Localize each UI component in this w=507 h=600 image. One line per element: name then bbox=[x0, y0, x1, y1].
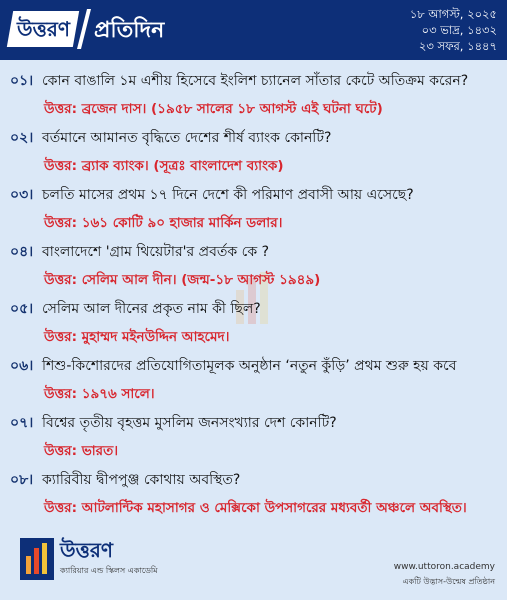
question-number: ০২। bbox=[10, 130, 34, 146]
question-6 bbox=[10, 353, 456, 379]
answer-7: উত্তর: ভারত। bbox=[44, 443, 119, 459]
question-text: ক্যারিবীয় দ্বীপপুঞ্জ কোথায় অবস্থিত? bbox=[42, 472, 241, 488]
question-8 bbox=[10, 467, 240, 493]
question-text: বিশ্বের তৃতীয় বৃহত্তম মুসলিম জনসংখ্যার দেশ কোনটি? bbox=[42, 415, 337, 431]
date-block bbox=[410, 6, 497, 54]
answer-8: উত্তর: আটলান্টিক মহাসাগর ও মেক্সিকো উপসাগরের মধ্যবর্তী অঞ্চলে অবস্থিত। bbox=[44, 500, 467, 516]
page-title: প্রতিদিন bbox=[94, 18, 165, 43]
brand-name: উত্তরণ bbox=[60, 538, 113, 562]
brand-tagline: ক্যারিয়ার এন্ড স্কিলস একাডেমি bbox=[60, 566, 158, 575]
answer-3: উত্তর: ১৬১ কোটি ৯০ হাজার মার্কিন ডলার। bbox=[44, 215, 283, 231]
question-3 bbox=[10, 182, 414, 208]
question-4 bbox=[10, 239, 269, 265]
title-divider bbox=[77, 9, 91, 49]
question-text: বাংলাদেশে 'গ্রাম থিয়েটার'র প্রবর্তক কে ? bbox=[42, 244, 270, 260]
question-7 bbox=[10, 410, 337, 436]
question-number: ০৫। bbox=[10, 301, 34, 317]
qa-item-3 bbox=[0, 182, 507, 239]
question-text: চলতি মাসের প্রথম ১৭ দিনে দেশে কী পরিমাণ প্রবাসী আয় এসেছে? bbox=[42, 187, 414, 203]
qa-item-6 bbox=[0, 353, 507, 410]
brand-logo-icon bbox=[20, 538, 54, 580]
date-gregorian: ১৮ আগস্ট, ২০২৫ bbox=[409, 7, 497, 21]
qa-list bbox=[0, 68, 507, 524]
answer-2: উত্তর: ব্র্যাক ব্যাংক। (সূত্রঃ বাংলাদেশ ব্যাংক) bbox=[44, 158, 284, 174]
header-banner bbox=[0, 0, 507, 60]
qa-item-5 bbox=[0, 296, 507, 353]
question-text: কোন বাঙালি ১ম এশীয় হিসেবে ইংলিশ চ্যানেল সাঁতার কেটে অতিক্রম করেন? bbox=[42, 73, 469, 89]
answer-1: উত্তর: ব্রজেন দাস। (১৯৫৮ সালের ১৮ আগস্ট এই ঘটনা ঘটে) bbox=[44, 101, 383, 117]
question-text: শিশু-কিশোরদের প্রতিযোগিতামূলক অনুষ্ঠান ‘নতুন কুঁড়ি’ প্রথম শুরু হয় কবে bbox=[42, 358, 457, 374]
qa-item-7 bbox=[0, 410, 507, 467]
logo-text: উত্তরণ bbox=[16, 17, 70, 41]
question-5 bbox=[10, 296, 261, 322]
question-number: ০৪। bbox=[10, 244, 34, 260]
answer-5: উত্তর: মুহাম্মদ মইনউদ্দিন আহমেদ। bbox=[44, 329, 230, 345]
site-tagline: একটি উদ্ভাস-উন্মেষ প্রতিষ্ঠান bbox=[402, 577, 495, 586]
qa-item-1 bbox=[0, 68, 507, 125]
date-hijri: ২৩ সফর, ১৪৪৭ bbox=[418, 39, 497, 53]
qa-item-4 bbox=[0, 239, 507, 296]
question-number: ০১। bbox=[10, 73, 34, 89]
question-1 bbox=[10, 68, 468, 94]
logo-badge bbox=[7, 11, 79, 47]
question-number: ০৮। bbox=[10, 472, 34, 488]
footer bbox=[0, 530, 507, 600]
question-2 bbox=[10, 125, 331, 151]
question-number: ০৬। bbox=[10, 358, 34, 374]
answer-6: উত্তর: ১৯৭৬ সালে। bbox=[44, 386, 155, 402]
qa-item-8 bbox=[0, 467, 507, 524]
question-text: বর্তমানে আমানত বৃদ্ধিতে দেশের শীর্ষ ব্যাংক কোনটি? bbox=[42, 130, 332, 146]
answer-4: উত্তর: সেলিম আল দীন। (জন্ম-১৮ আগস্ট ১৯৪৯) bbox=[44, 272, 321, 288]
date-bangla: ০৩ ভাদ্র, ১৪৩২ bbox=[421, 23, 497, 37]
website-link[interactable]: www.uttoron.academy bbox=[393, 562, 495, 572]
question-number: ০৭। bbox=[10, 415, 34, 431]
question-text: সেলিম আল দীনের প্রকৃত নাম কী ছিল? bbox=[42, 301, 261, 317]
qa-item-2 bbox=[0, 125, 507, 182]
question-number: ০৩। bbox=[10, 187, 34, 203]
